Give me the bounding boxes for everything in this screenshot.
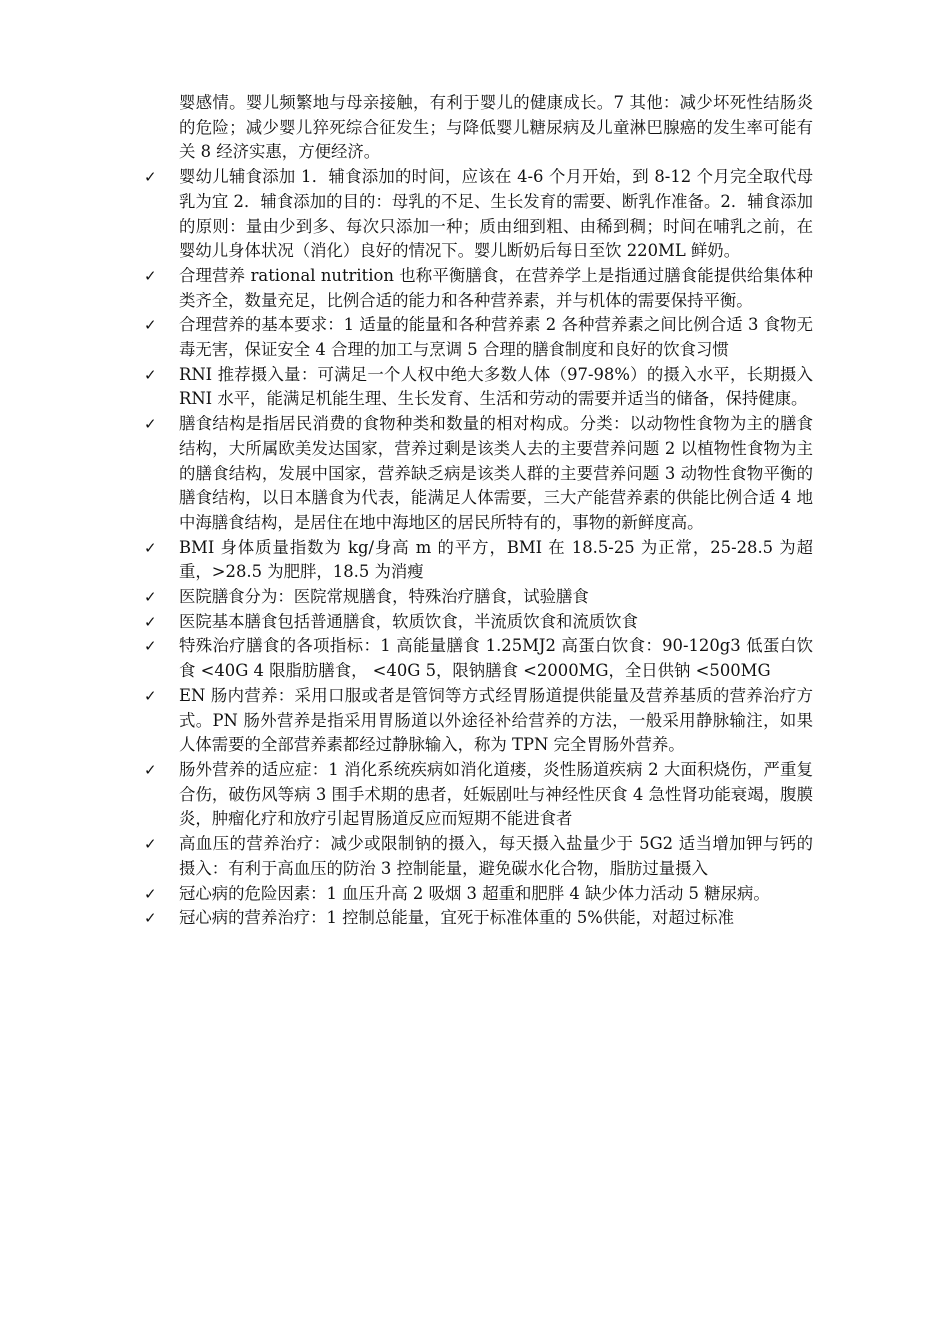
list-item [143, 634, 813, 683]
list-item [143, 412, 813, 536]
list-item [143, 684, 813, 758]
list-item [143, 264, 813, 313]
list-item-text: 医院膳食分为：医院常规膳食，特殊治疗膳食，试验膳食 [179, 587, 589, 607]
checkmark-icon: ✓ [144, 365, 157, 384]
checkmark-icon: ✓ [144, 612, 157, 631]
list-item [143, 363, 813, 412]
checkmark-icon: ✓ [144, 415, 157, 434]
checkmark-icon: ✓ [144, 538, 157, 557]
checkmark-icon: ✓ [144, 588, 157, 607]
list-item-text: 医院基本膳食包括普通膳食，软质饮食，半流质饮食和流质饮食 [179, 611, 638, 631]
list-item [143, 165, 813, 264]
checkmark-icon: ✓ [144, 909, 157, 928]
list-item [143, 585, 813, 610]
list-item-text: 肠外营养的适应症：1 消化系统疾病如消化道瘘，炎性肠道疾病 2 大面积烧伤，严重复合伤，破伤风等病 3 围手术期的患者，妊娠剧吐与神经性厌食 4 急性肾功能衰竭，腹膜炎，肿瘤化疗和放疗引起胃肠道反应而短期不能进食者 [179, 759, 813, 829]
list-item [143, 832, 813, 881]
list-item [143, 610, 813, 635]
checkmark-icon: ✓ [144, 168, 157, 187]
checkmark-icon: ✓ [144, 884, 157, 903]
list-item-text: 高血压的营养治疗：减少或限制钠的摄入，每天摄入盐量少于 5G2 适当增加钾与钙的摄入：有利于高血压的防治 3 控制能量，避免碳水化合物，脂肪过量摄入 [179, 834, 813, 878]
checkmark-icon: ✓ [144, 266, 157, 285]
checkmark-icon: ✓ [144, 835, 157, 854]
checkmark-icon: ✓ [144, 686, 157, 705]
list-item-text: 合理营养的基本要求：1 适量的能量和各种营养素 2 各种营养素之间比例合适 3 食物无毒无害，保证安全 4 合理的加工与烹调 5 合理的膳食制度和良好的饮食习惯 [179, 315, 813, 360]
list-item [143, 758, 813, 832]
list-item-text: EN 肠内营养：采用口服或者是管饲等方式经胃肠道提供能量及营养基质的营养治疗方式。PN 肠外营养是指采用胃肠道以外途径补给营养的方法，一般采用静脉输注，如果人体需要的全部营养素都经过静脉输入，称为 TPN 完全胃肠外营养。 [179, 685, 813, 755]
list-item [143, 882, 813, 907]
list-item-text: 冠心病的营养治疗：1 控制总能量，宜死于标准体重的 5%供能，对超过标准 [179, 908, 734, 928]
list-item [143, 313, 813, 362]
list-item-text: 冠心病的危险因素：1 血压升高 2 吸烟 3 超重和肥胖 4 缺少体力活动 5 糖尿病。 [179, 883, 770, 903]
list-item-text: RNI 推荐摄入量：可满足一个人权中绝大多数人体（97-98%）的摄入水平，长期摄入 RNI 水平，能满足机能生理、生长发育、生活和劳动的需要并适当的储备，保持健康。 [179, 364, 813, 409]
list-item-text: 膳食结构是指居民消费的食物种类和数量的相对构成。分类：以动物性食物为主的膳食结构，大所属欧美发达国家，营养过剩是该类人去的主要营养问题 2 以植物性食物为主的膳食结构，发展中国家，营养缺乏病是该类人群的主要营养问题 3 动物性食物平衡的膳食结构，以日本膳食为代表，能满足人体需要，三大产能营养素的供能比例合适 4 地中海膳食结构，是居住在地中海地区的居民所特有的，事物的新鲜度高。 [179, 414, 813, 532]
list-item-text: 特殊治疗膳食的各项指标：1 高能量膳食 1.25MJ2 高蛋白饮食：90-120g3 低蛋白饮食 <40G 4 限脂肪膳食， <40G 5，限钠膳食 <2000MG，全日供钠 <500MG [179, 636, 813, 681]
list-item [143, 906, 813, 931]
checkmark-icon: ✓ [144, 637, 157, 656]
list-item [143, 536, 813, 585]
document-body [143, 91, 813, 931]
checkmark-icon: ✓ [144, 760, 157, 779]
list-item-text: BMI 身体质量指数为 kg/身高 m 的平方，BMI 在 18.5-25 为正常，25-28.5 为超重，>28.5 为肥胖，18.5 为消瘦 [179, 537, 813, 582]
checklist [143, 165, 813, 931]
list-item-text: 婴幼儿辅食添加 1．辅食添加的时间，应该在 4-6 个月开始，到 8-12 个月完全取代母乳为宜 2．辅食添加的目的：母乳的不足、生长发育的需要、断乳作准备。2．辅食添加的原则：量由少到多、每次只添加一种；质由细到粗、由稀到稠；时间在哺乳之前，在婴幼儿身体状况（消化）良好的情况下。婴儿断奶后每日至饮 220ML 鲜奶。 [179, 167, 813, 261]
continued-paragraph: 婴感情。婴儿频繁地与母亲接触，有利于婴儿的健康成长。7 其他：减少坏死性结肠炎的危险；减少婴儿猝死综合征发生；与降低婴儿糖尿病及儿童淋巴腺癌的发生率可能有关 8 经济实惠，方便经济。 [179, 93, 813, 162]
list-item-text: 合理营养 rational nutrition 也称平衡膳食，在营养学上是指通过膳食能提供给集体种类齐全，数量充足，比例合适的能力和各种营养素，并与机体的需要保持平衡。 [179, 265, 813, 310]
checkmark-icon: ✓ [144, 316, 157, 335]
